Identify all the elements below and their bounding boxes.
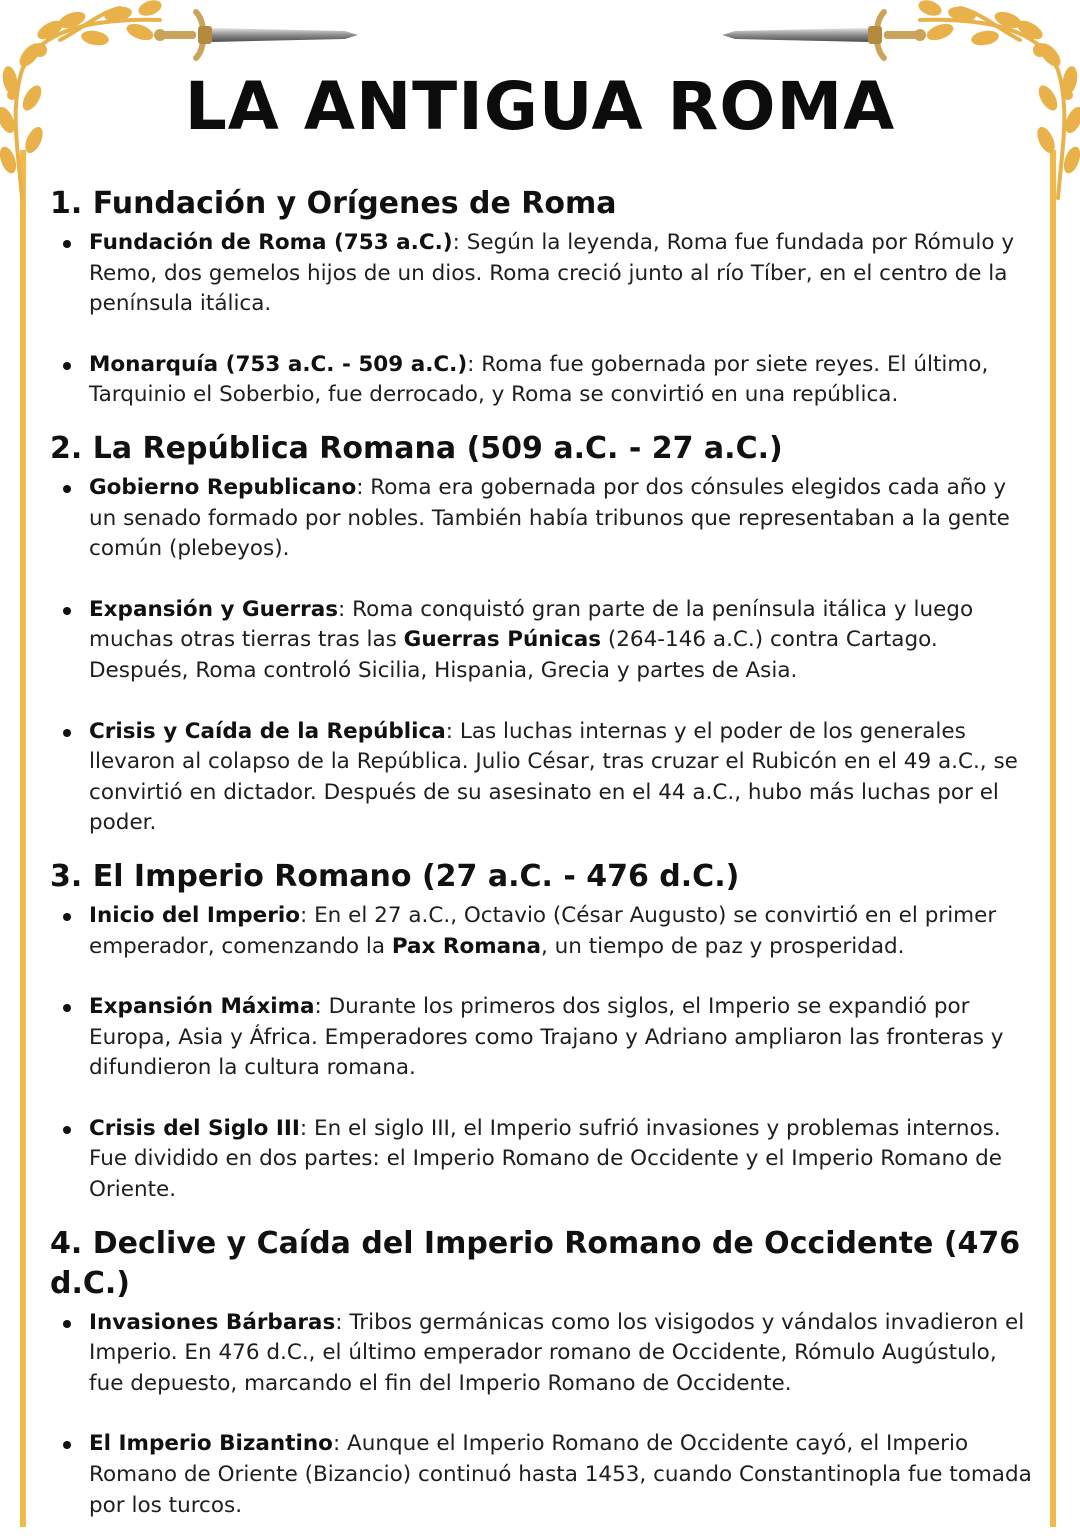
item-text: , un tiempo de paz y prosperidad. — [540, 933, 905, 959]
right-border-line — [1050, 150, 1056, 1527]
list-item — [50, 992, 1035, 1084]
list-item — [50, 350, 1035, 411]
list-item — [50, 901, 1035, 962]
section-2 — [50, 429, 1035, 839]
content — [50, 184, 1035, 1539]
bold-term: Monarquía (753 a.C. - 509 a.C.) — [89, 351, 468, 377]
bold-term: Guerras Púnicas — [403, 627, 601, 653]
item-text: : Aunque el Imperio Romano de Occidente cayó, el Imperio Romano de Oriente (Bizancio) continuó hasta 1453, cuando Constantinopla fue tomada por los turcos. — [89, 1431, 1032, 1518]
item-text: : Roma conquistó gran parte de la península itálica y luego muchas otras tierras tras las — [89, 596, 974, 653]
bold-term: Inicio del Imperio — [89, 902, 300, 928]
list-item — [50, 1429, 1035, 1521]
list-item — [50, 1114, 1035, 1206]
item-text: : Roma fue gobernada por siete reyes. El último, Tarquinio el Soberbio, fue derrocado, y Roma se convirtió en una república. — [89, 351, 989, 408]
bold-term: Gobierno Republicano — [89, 474, 357, 500]
bold-term: Expansión y Guerras — [89, 596, 339, 622]
bullet-list — [50, 1308, 1035, 1522]
list-item — [50, 473, 1035, 565]
bold-term: El Imperio Bizantino — [89, 1431, 333, 1457]
list-item — [50, 228, 1035, 320]
bold-term: Pax Romana — [391, 933, 541, 959]
section-heading: 3. El Imperio Romano (27 a.C. - 476 d.C.) — [50, 858, 740, 894]
list-item — [50, 595, 1035, 687]
bullet-list — [50, 473, 1035, 839]
item-text: : Tribos germánicas como los visigodos y vándalos invadieron el Imperio. En 476 d.C., el último emperador romano de Occidente, Rómulo Augústulo, fue depuesto, marcando el fin del Imperio Romano de Occidente. — [89, 1309, 1025, 1396]
bold-term: Crisis y Caída de la República — [89, 718, 446, 744]
page-title: LA ANTIGUA ROMA — [184, 68, 896, 145]
left-border-line — [20, 150, 26, 1527]
section-3 — [50, 857, 1035, 1206]
list-item — [50, 1308, 1035, 1400]
item-text: : Las luchas internas y el poder de los generales llevaron al colapso de la República. Julio César, tras cruzar el Rubicón en el 49 a.C., se convirtió en dictador. Después de su asesinato en el 44 a.C., hubo más luchas por el poder. — [89, 718, 1018, 836]
section-heading: 2. La República Romana (509 a.C. - 27 a.C.) — [50, 430, 783, 466]
bold-term: Invasiones Bárbaras — [89, 1309, 336, 1335]
section-4 — [50, 1224, 1035, 1522]
item-text: : Según la leyenda, Roma fue fundada por Rómulo y Remo, dos gemelos hijos de un dios. Roma creció junto al río Tíber, en el centro de la península itálica. — [89, 230, 1015, 317]
item-text: : En el 27 a.C., Octavio (César Augusto) se convirtió en el primer emperador, comenzando la — [89, 902, 997, 959]
item-text: (264-146 a.C.) contra Cartago. Después, Roma controló Sicilia, Hispania, Grecia y partes de Asia. — [89, 627, 938, 683]
item-text: : En el siglo III, el Imperio sufrió invasiones y problemas internos. Fue dividido en dos partes: el Imperio Romano de Occidente y el Imperio Romano de Oriente. — [89, 1115, 1002, 1203]
bullet-list — [50, 901, 1035, 1206]
bold-term: Fundación de Roma (753 a.C.) — [89, 230, 453, 255]
section-heading: 4. Declive y Caída del Imperio Romano de Occidente (476 d.C.) — [50, 1225, 1021, 1301]
item-text: : Durante los primeros dos siglos, el Imperio se expandió por Europa, Asia y África. Emperadores como Trajano y Adriano ampliaron las fronteras y difundieron la cultura romana. — [89, 994, 1004, 1081]
section-1 — [50, 184, 1035, 411]
sword-icon — [150, 4, 360, 64]
list-item — [50, 717, 1035, 839]
bold-term: Expansión Máxima — [89, 994, 315, 1020]
bold-term: Crisis del Siglo III — [89, 1115, 300, 1141]
sword-icon — [720, 4, 930, 64]
item-text: : Roma era gobernada por dos cónsules elegidos cada año y un senado formado por nobles. También había tribunos que representaban a la gente común (plebeyos). — [89, 474, 1010, 562]
bullet-list — [50, 228, 1035, 411]
section-heading: 1. Fundación y Orígenes de Roma — [50, 186, 617, 221]
